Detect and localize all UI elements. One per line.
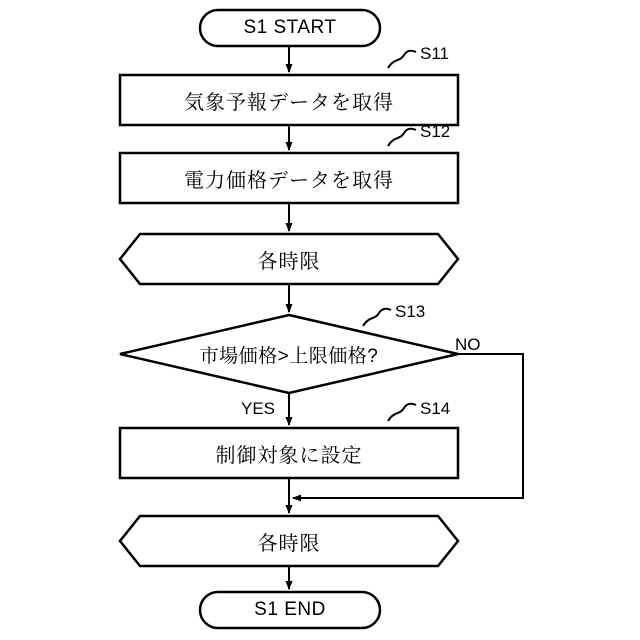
- node-s13-label: 市場価格>上限価格?: [199, 345, 379, 367]
- node-end: [200, 592, 380, 628]
- node-s11-label: 気象予報データを取得: [184, 91, 394, 114]
- node-loop-start: [120, 234, 458, 284]
- node-start-label: S1 START: [243, 17, 337, 38]
- node-s12-label: 電力価格データを取得: [184, 169, 394, 192]
- node-loop-end-label: 各時限: [257, 532, 321, 555]
- node-end-label: S1 END: [254, 599, 326, 620]
- step-label-s11: S11: [420, 44, 449, 63]
- node-s14: [120, 428, 458, 478]
- node-s13: [120, 315, 458, 393]
- node-s11: [120, 75, 458, 125]
- node-loop-start-label: 各時限: [257, 250, 321, 273]
- branch-label-no: NO: [455, 335, 481, 354]
- node-s12: [120, 153, 458, 203]
- node-s14-label: 制御対象に設定: [215, 444, 363, 467]
- node-loop-end: [120, 516, 458, 566]
- branch-label-yes: YES: [240, 399, 276, 418]
- node-start: [200, 10, 380, 46]
- step-label-s13: S13: [395, 302, 426, 321]
- step-label-s14: S14: [420, 399, 451, 418]
- step-label-s12: S12: [420, 122, 451, 141]
